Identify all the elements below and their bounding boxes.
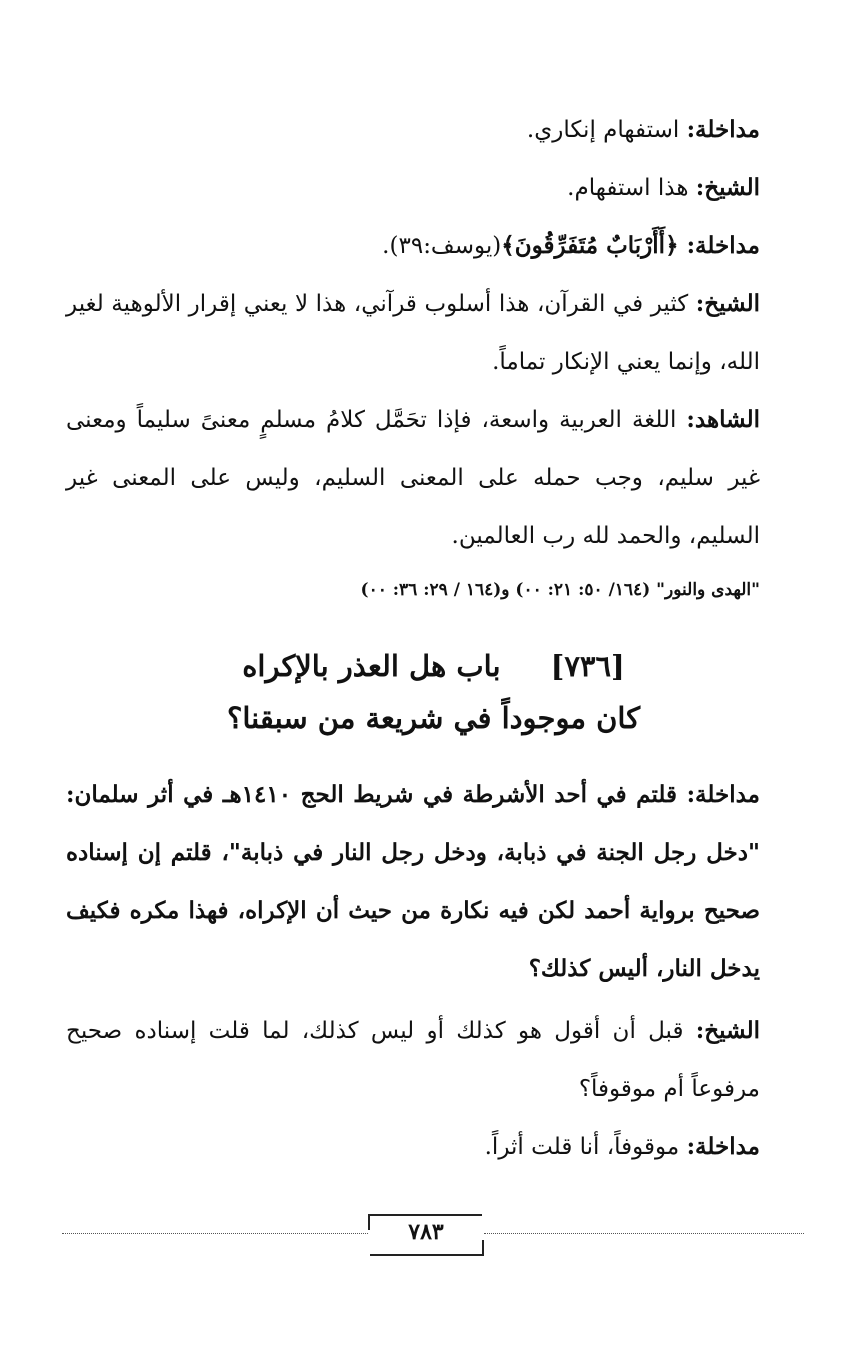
footer-rule-left [62,1233,368,1234]
chapter-number: [٧٣٦] [550,649,625,683]
verse-reference: (يوسف:٣٩). [382,233,502,259]
paragraph-3 [66,217,760,275]
paragraph-7 [66,1002,760,1118]
speaker-label: الشيخ: [695,174,760,201]
speaker-label: مداخلة: [686,232,760,259]
page-number: ٧٨٣ [408,1219,444,1245]
paragraph-2 [66,159,760,217]
footer-rule-right [484,1233,804,1234]
quran-verse: ﴿أَأَرْبَابٌ مُتَفَرِّقُونَ﴾ [501,232,687,259]
paragraph-8 [66,1118,760,1176]
paragraph-6 [66,766,760,998]
paragraph-text: موقوفاً، أنا قلت أثراً. [484,1134,687,1160]
paragraph-text: قبل أن أقول هو كذلك أو ليس كذلك، لما قلت إسناده صحيح مرفوعاً أم موقوفاً؟ [66,1018,760,1102]
heading-line-1 [100,640,767,692]
paragraph-text: قلتم في أحد الأشرطة في شريط الحج ١٤١٠هـ في أثر سلمان: "دخل رجل الجنة في ذبابة، ودخل رجل النار في ذبابة"، قلتم إن إسناده صحيح برواية أحمد لكن فيه نكارة من حيث أن الإكراه، فهذا مكره فكيف يدخل النار، أليس كذلك؟ [66,781,760,982]
chapter-heading [100,640,767,744]
speaker-label: الشيخ: [695,290,760,317]
paragraph-4 [66,275,760,391]
speaker-label: الشاهد: [686,406,760,433]
heading-line-2: كان موجوداً في شريعة من سبقنا؟ [226,701,641,735]
chapter-title: باب هل العذر بالإكراه [242,649,501,683]
page-number-frame [370,1214,482,1256]
paragraph-5 [66,391,760,565]
speaker-label: الشيخ: [695,1017,760,1044]
paragraph-text: اللغة العربية واسعة، فإذا تحَمَّل كلامُ مسلمٍ معنىً سليماً ومعنى غير سليم، وجب حمله على المعنى السليم، وليس على المعنى غير السليم، والحمد لله رب العالمين. [66,407,760,549]
dialogue-top [66,101,760,565]
paragraph-text: هذا استفهام. [567,175,696,201]
paragraph-text: استفهام إنكاري. [526,117,687,143]
source-citation: "الهدى والنور" (١٦٤/ ٥٠: ٢١: ٠٠) و(١٦٤ / ٢٩: ٣٦: ٠٠) [360,580,760,600]
speaker-label: مداخلة: [686,1133,760,1160]
paragraph-1 [66,101,760,159]
dialogue-bottom [66,766,760,1176]
speaker-label: مداخلة: [686,116,760,143]
speaker-label: مداخلة: [686,781,760,808]
paragraph-text: كثير في القرآن، هذا أسلوب قرآني، هذا لا يعني إقرار الألوهية لغير الله، وإنما يعني الإنكار تماماً. [66,291,760,375]
